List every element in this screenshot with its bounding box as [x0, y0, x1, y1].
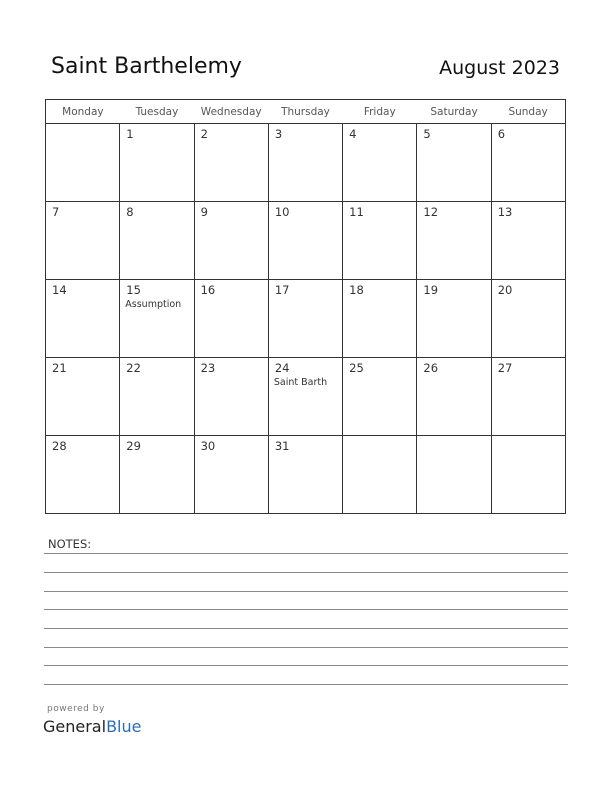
day-cell	[194, 202, 268, 280]
weekday-thursday: Thursday	[268, 100, 342, 124]
day-number: 23	[200, 361, 216, 375]
notes-line	[44, 628, 568, 629]
day-cell	[268, 124, 342, 202]
day-cell	[268, 280, 342, 358]
weekday-sunday: Sunday	[491, 100, 565, 124]
week-row	[46, 202, 566, 280]
day-cell	[417, 436, 491, 514]
day-number: 7	[52, 205, 60, 219]
day-number: 16	[200, 283, 216, 297]
day-cell	[417, 358, 491, 436]
day-cell	[417, 280, 491, 358]
day-number: 6	[497, 127, 506, 141]
day-cell	[491, 280, 565, 358]
day-number: 24	[274, 361, 290, 375]
day-number: 9	[200, 205, 208, 219]
day-number: 28	[52, 439, 67, 453]
notes-line	[44, 591, 568, 592]
day-number: 29	[126, 439, 141, 453]
weekday-monday: Monday	[46, 100, 120, 124]
day-cell	[194, 280, 268, 358]
day-number: 5	[423, 127, 431, 141]
day-number: 13	[497, 205, 513, 219]
calendar-grid	[45, 99, 566, 514]
day-number: 17	[274, 283, 290, 297]
day-cell	[343, 436, 417, 514]
day-cell	[491, 358, 565, 436]
day-cell	[343, 280, 417, 358]
weekday-header-row	[46, 100, 566, 124]
day-number: 27	[497, 361, 513, 375]
day-cell	[491, 124, 565, 202]
day-cell	[343, 202, 417, 280]
day-cell	[46, 124, 120, 202]
week-row	[46, 358, 566, 436]
powered-by-text: powered by	[47, 704, 105, 714]
day-cell	[194, 358, 268, 436]
day-number: 22	[126, 361, 141, 375]
day-number: 26	[423, 361, 439, 375]
logo-general: General	[43, 717, 107, 736]
day-number: 25	[349, 361, 364, 375]
day-cell	[491, 436, 565, 514]
weekday-friday: Friday	[343, 100, 417, 124]
day-number: 3	[274, 127, 283, 141]
day-number: 18	[349, 283, 364, 297]
day-cell	[46, 358, 120, 436]
day-number: 31	[274, 439, 290, 453]
day-number: 19	[423, 283, 439, 297]
day-cell	[120, 358, 194, 436]
week-row	[46, 124, 566, 202]
weekday-saturday: Saturday	[417, 100, 491, 124]
logo-blue: Blue	[106, 717, 142, 736]
generalblue-logo	[43, 717, 141, 736]
day-cell	[343, 358, 417, 436]
day-cell	[268, 436, 342, 514]
day-cell	[46, 436, 120, 514]
day-number: 21	[52, 361, 67, 375]
week-row	[46, 280, 566, 358]
day-cell	[46, 202, 120, 280]
day-number: 11	[349, 205, 364, 219]
notes-label: NOTES:	[48, 537, 92, 551]
day-cell	[120, 280, 194, 358]
notes-line	[44, 553, 568, 554]
day-number: 14	[52, 283, 67, 297]
day-cell	[46, 280, 120, 358]
holiday-label: Assumption	[125, 299, 182, 310]
notes-line	[44, 665, 568, 666]
calendar-month: August 2023	[439, 57, 560, 79]
weekday-tuesday: Tuesday	[120, 100, 194, 124]
day-cell	[120, 202, 194, 280]
notes-line	[44, 609, 568, 610]
day-cell	[120, 436, 194, 514]
holiday-label: Saint Barth	[273, 377, 328, 388]
notes-line	[44, 647, 568, 648]
day-number: 12	[423, 205, 439, 219]
day-number: 8	[126, 205, 134, 219]
day-cell	[268, 358, 342, 436]
notes-line	[44, 684, 568, 685]
day-number: 10	[274, 205, 290, 219]
weekday-wednesday: Wednesday	[194, 100, 268, 124]
day-number: 4	[349, 127, 357, 141]
day-cell	[343, 124, 417, 202]
calendar-title: Saint Barthelemy	[51, 54, 242, 79]
notes-line	[44, 572, 568, 573]
day-number: 30	[200, 439, 216, 453]
day-cell	[268, 202, 342, 280]
day-cell	[417, 202, 491, 280]
week-row	[46, 436, 566, 514]
day-cell	[417, 124, 491, 202]
day-number: 1	[126, 127, 134, 141]
day-number: 2	[200, 127, 208, 141]
day-number: 20	[497, 283, 513, 297]
day-cell	[120, 124, 194, 202]
day-number: 15	[126, 283, 141, 297]
day-cell	[194, 436, 268, 514]
day-cell	[194, 124, 268, 202]
day-cell	[491, 202, 565, 280]
